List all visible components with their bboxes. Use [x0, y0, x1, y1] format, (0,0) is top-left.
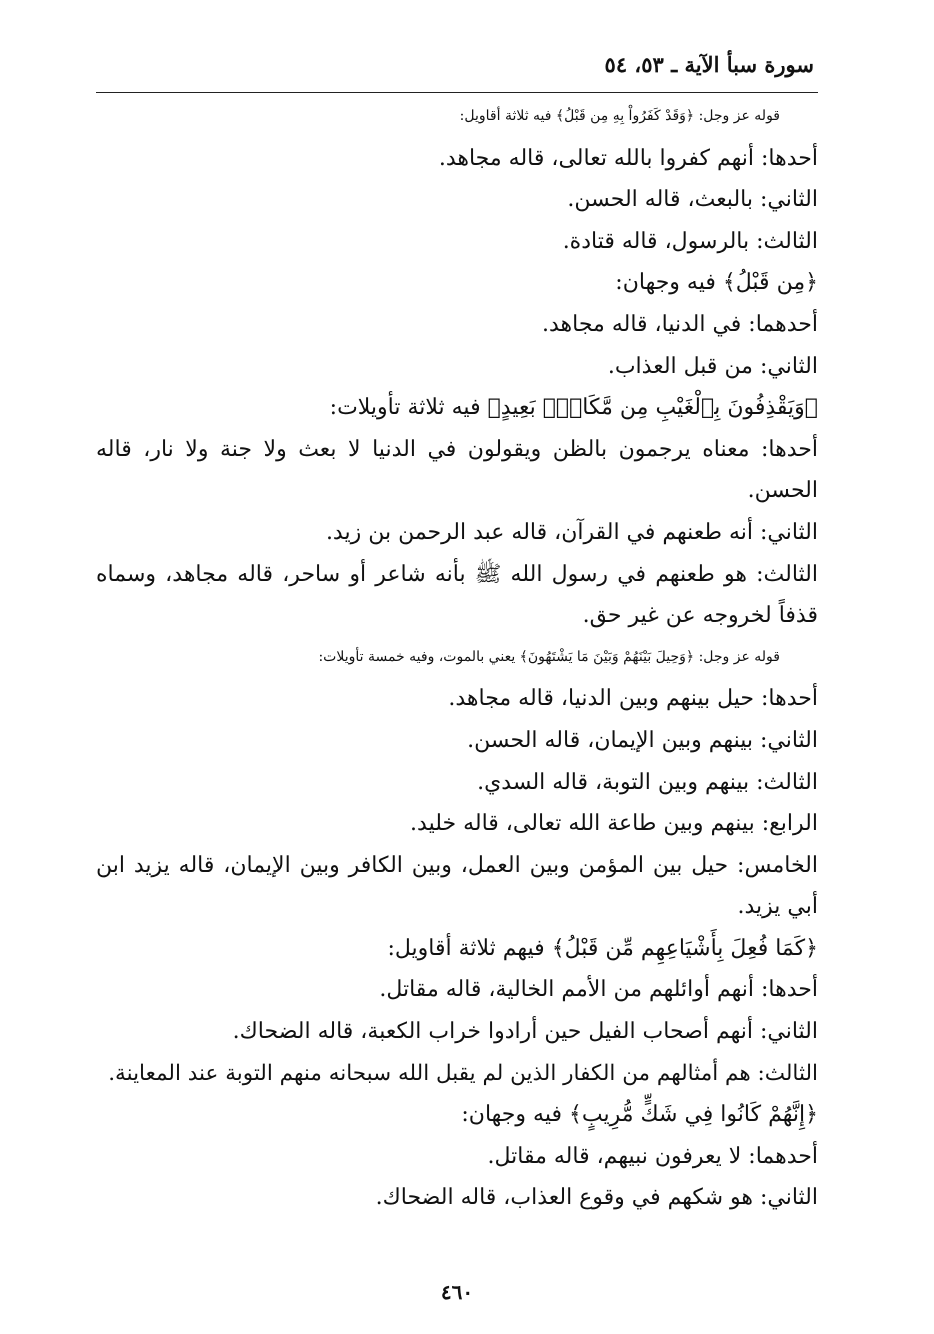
text-line: ﴿كَمَا فُعِلَ بِأَشْيَاعِهِم مِّن قَبْلُ﴾ فيهم ثلاثة أقاويل: — [387, 935, 818, 961]
running-header — [96, 48, 818, 93]
text-line: الثالث: بينهم وبين التوبة، قاله السدي. — [477, 769, 818, 795]
text-line: الرابع: بينهم وبين طاعة الله تعالى، قاله خليد. — [410, 811, 818, 837]
text-line: الثاني: أنهم أصحاب الفيل حين أرادوا خراب الكعبة، قاله الضحاك. — [232, 1019, 818, 1045]
text-line: الثالث: بالرسول، قاله قتادة. — [562, 228, 818, 254]
text-line: أحدها: أنهم أوائلهم من الأمم الخالية، قاله مقاتل. — [379, 977, 818, 1003]
text-line: الخامس: حيل بين المؤمن وبين العمل، وبين الكافر وبين الإيمان، قاله يزيد ابن أبي يزيد. — [96, 852, 818, 920]
text-line: ﴿مِن قَبْلُ﴾ فيه وجهان: — [615, 270, 818, 296]
page-number: ٤٦٠ — [440, 1280, 474, 1304]
text-line: الثاني: بينهم وبين الإيمان، قاله الحسن. — [467, 727, 818, 753]
text-line: الثالث: هو طعنهم في رسول الله ﷺ بأنه شاعر أو ساحر، قاله مجاهد، وسماه قذفاً لخروجه عن غير حق. — [96, 561, 818, 629]
text-line: قوله عز وجل: ﴿وَحِيلَ بَيْنَهُمْ وَبَيْنَ مَا يَشْتَهُونَ﴾ يعني بالموت، وفيه خمسة تأويلات: — [318, 648, 780, 665]
text-line: ﴿وَيَقْذِفُونَ بِٱلْغَيْبِ مِن مَّكَانِۭ بَعِيدٍ﴾ فيه ثلاثة تأويلات: — [329, 395, 818, 421]
text-line: الثاني: أنه طعنهم في القرآن، قاله عبد الرحمن بن زيد. — [325, 519, 818, 545]
page-body — [96, 96, 818, 1219]
text-line: أحدهما: لا يعرفون نبيهم، قاله مقاتل. — [487, 1143, 818, 1169]
text-line: الثاني: بالبعث، قاله الحسن. — [567, 187, 818, 213]
text-line: قوله عز وجل: ﴿وَقَدْ كَفَرُواْ بِهِ مِن قَبْلُ﴾ فيه ثلاثة أقاويل: — [459, 108, 780, 124]
text-line: أحدهما: في الدنيا، قاله مجاهد. — [542, 311, 818, 337]
header-title: سورة سبأ الآية ـ ٥٣، ٥٤ — [604, 52, 814, 77]
text-line: ﴿إِنَّهُمْ كَانُوا فِي شَكٍّ مُّرِيبٍ﴾ فيه وجهان: — [461, 1102, 818, 1128]
text-line: الثالث: هم أمثالهم من الكفار الذين لم يقبل الله سبحانه منهم التوبة عند المعاينة. — [108, 1060, 818, 1086]
text-line: أحدها: حيل بينهم وبين الدنيا، قاله مجاهد. — [448, 686, 818, 712]
document-page — [96, 40, 818, 1310]
text-line: أحدها: أنهم كفروا بالله تعالى، قاله مجاهد. — [438, 145, 818, 171]
text-line: الثاني: هو شكهم في وقوع العذاب، قاله الضحاك. — [375, 1185, 818, 1211]
text-line: الثاني: من قبل العذاب. — [607, 353, 818, 379]
text-line: أحدها: معناه يرجمون بالظن ويقولون في الدنيا لا بعث ولا جنة ولا نار، قاله الحسن. — [96, 436, 818, 504]
